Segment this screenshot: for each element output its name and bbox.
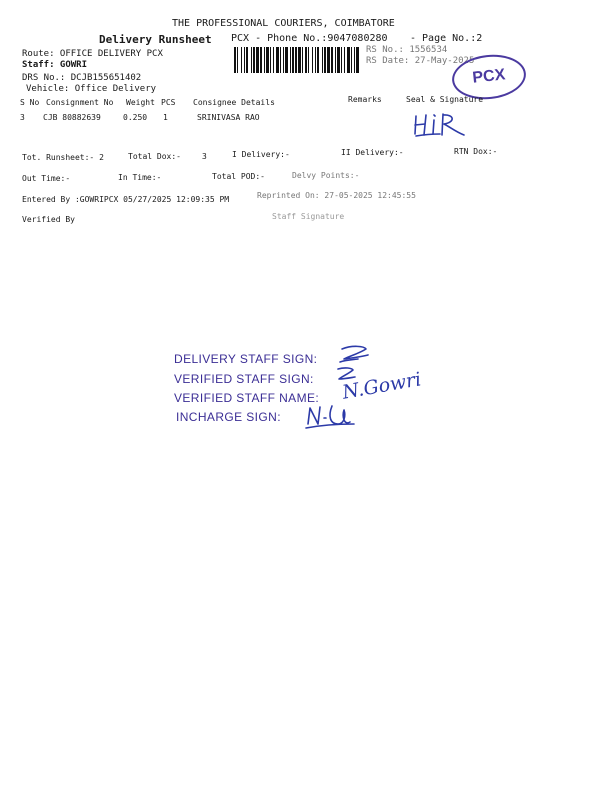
row-sno: 3 [20, 113, 25, 122]
i-delivery: I Delivery:- [232, 150, 290, 159]
entered-by: Entered By :GOWRIPCX 05/27/2025 12:09:35 PM [22, 195, 230, 204]
delvy-points: Delvy Points:- [292, 171, 360, 180]
rs-number: RS No.: 1556534 [366, 45, 448, 55]
pcx-stamp: PCX [450, 51, 528, 102]
staff-signature: Staff Signature [272, 212, 345, 221]
total-dox-label: Total Dox:- [128, 152, 181, 161]
col-remarks: Remarks [348, 95, 382, 104]
delivery-staff-signature-mark [338, 343, 374, 365]
drs-number: DRS No.: DCJB155651402 [22, 73, 142, 83]
out-time: Out Time:- [22, 174, 71, 183]
col-consignee: Consignee Details [193, 98, 275, 107]
incharge-signature-mark [304, 402, 358, 432]
row-pcs: 1 [163, 113, 168, 122]
route: Route: OFFICE DELIVERY PCX [22, 49, 163, 59]
verified-staff-name-handwriting: N.Gowri [340, 368, 423, 404]
vehicle: Vehicle: Office Delivery [26, 84, 157, 94]
delivery-staff-sign: DELIVERY STAFF SIGN: [174, 352, 318, 366]
total-runsheet: Tot. Runsheet:- 2 [22, 153, 104, 162]
col-weight: Weight [126, 98, 155, 107]
verified-by: Verified By [22, 215, 75, 224]
in-time: In Time:- [118, 173, 162, 182]
total-pod: Total POD:- [212, 172, 265, 181]
row-consignee: SRINIVASA RAO [197, 113, 260, 122]
total-dox-value: 3 [202, 152, 207, 161]
col-sno: S No [20, 98, 40, 107]
verified-staff-name: VERIFIED STAFF NAME: [174, 391, 320, 405]
row-consignment: CJB 80882639 [43, 113, 101, 122]
col-pcs: PCS [161, 98, 176, 107]
ii-delivery: II Delivery:- [341, 148, 404, 157]
company-name: THE PROFESSIONAL COURIERS, COIMBATORE [172, 18, 395, 29]
page-number: - Page No.:2 [410, 33, 483, 44]
branch-phone: PCX - Phone No.:9047080280 [231, 33, 388, 44]
rs-date: RS Date: 27-May-2025 [366, 56, 475, 66]
row-weight: 0.250 [123, 113, 148, 122]
document-title: Delivery Runsheet [99, 33, 212, 46]
reprinted-on: Reprinted On: 27-05-2025 12:45:55 [257, 191, 416, 200]
row-signature-handwriting [412, 110, 472, 138]
incharge-sign: INCHARGE SIGN: [176, 410, 281, 424]
rtn-dox: RTN Dox:- [454, 147, 498, 156]
staff: Staff: GOWRI [22, 60, 88, 70]
col-seal-signature: Seal & Signature [406, 95, 484, 104]
barcode [234, 47, 362, 73]
col-consignment: Consignment No [46, 98, 114, 107]
verified-staff-sign: VERIFIED STAFF SIGN: [174, 372, 314, 386]
